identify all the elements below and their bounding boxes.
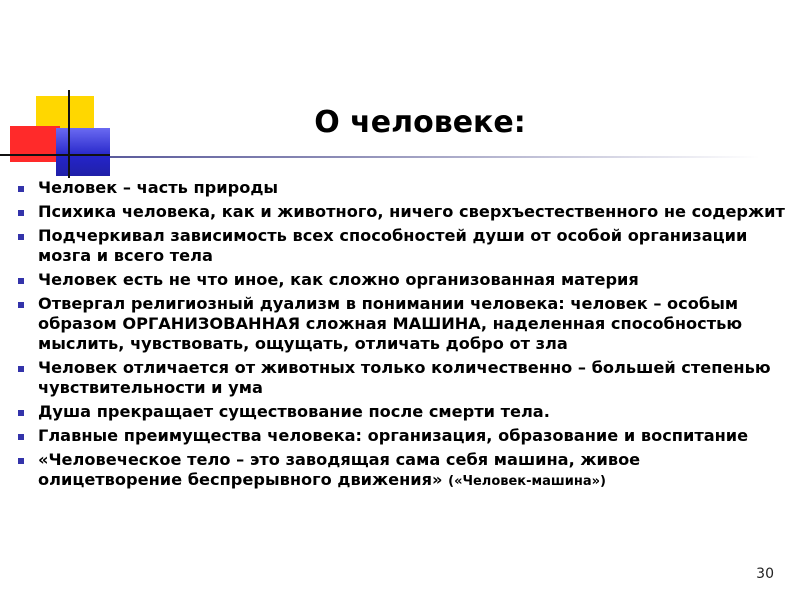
bullet-icon [18, 278, 24, 284]
list-item-text: Главные преимущества человека: организация, образование и воспитание [38, 426, 749, 445]
list-item-text: Человек – часть природы [38, 178, 279, 197]
logo-horizontal-line [0, 154, 110, 156]
list-item-text: Отвергал религиозный дуализм в понимании человека: человек – особым образом ОРГАНИЗОВАННАЯ сложная МАШИНА, наделенная способностью мыслить, чувствовать, ощущать, отличать добро от зла [38, 294, 743, 353]
bullet-icon [18, 458, 24, 464]
list-item-text: Человек есть не что иное, как сложно организованная материя [38, 270, 639, 289]
list-item [18, 270, 786, 290]
list-item-text: Душа прекращает существование после смерти тела. [38, 402, 550, 421]
list-item [18, 294, 786, 354]
list-item-text: «Человеческое тело – это заводящая сама себя машина, живое олицетворение беспрерывного движения» [38, 450, 641, 489]
list-item-text: Подчеркивал зависимость всех способностей души от особой организации мозга и всего тела [38, 226, 748, 265]
list-item [18, 402, 786, 422]
bullet-icon [18, 366, 24, 372]
bullet-icon [18, 434, 24, 440]
source-note: («Человек-машина») [448, 474, 606, 489]
list-item [18, 426, 786, 446]
list-item [18, 226, 786, 266]
bullet-icon [18, 210, 24, 216]
bullet-icon [18, 410, 24, 416]
list-item [18, 450, 786, 492]
list-item [18, 178, 786, 198]
page-number: 30 [756, 566, 774, 582]
list-item [18, 358, 786, 398]
list-item-text: Психика человека, как и животного, ничего сверхъестественного не содержит [38, 202, 785, 221]
slide-title: О человеке: [314, 105, 526, 140]
bullet-icon [18, 186, 24, 192]
title-underline [110, 156, 760, 158]
list-item [18, 202, 786, 222]
bullet-icon [18, 234, 24, 240]
list-item-text: Человек отличается от животных только количественно – большей степенью чувствительности и ума [38, 358, 771, 397]
bullet-list [18, 178, 786, 496]
bullet-icon [18, 302, 24, 308]
